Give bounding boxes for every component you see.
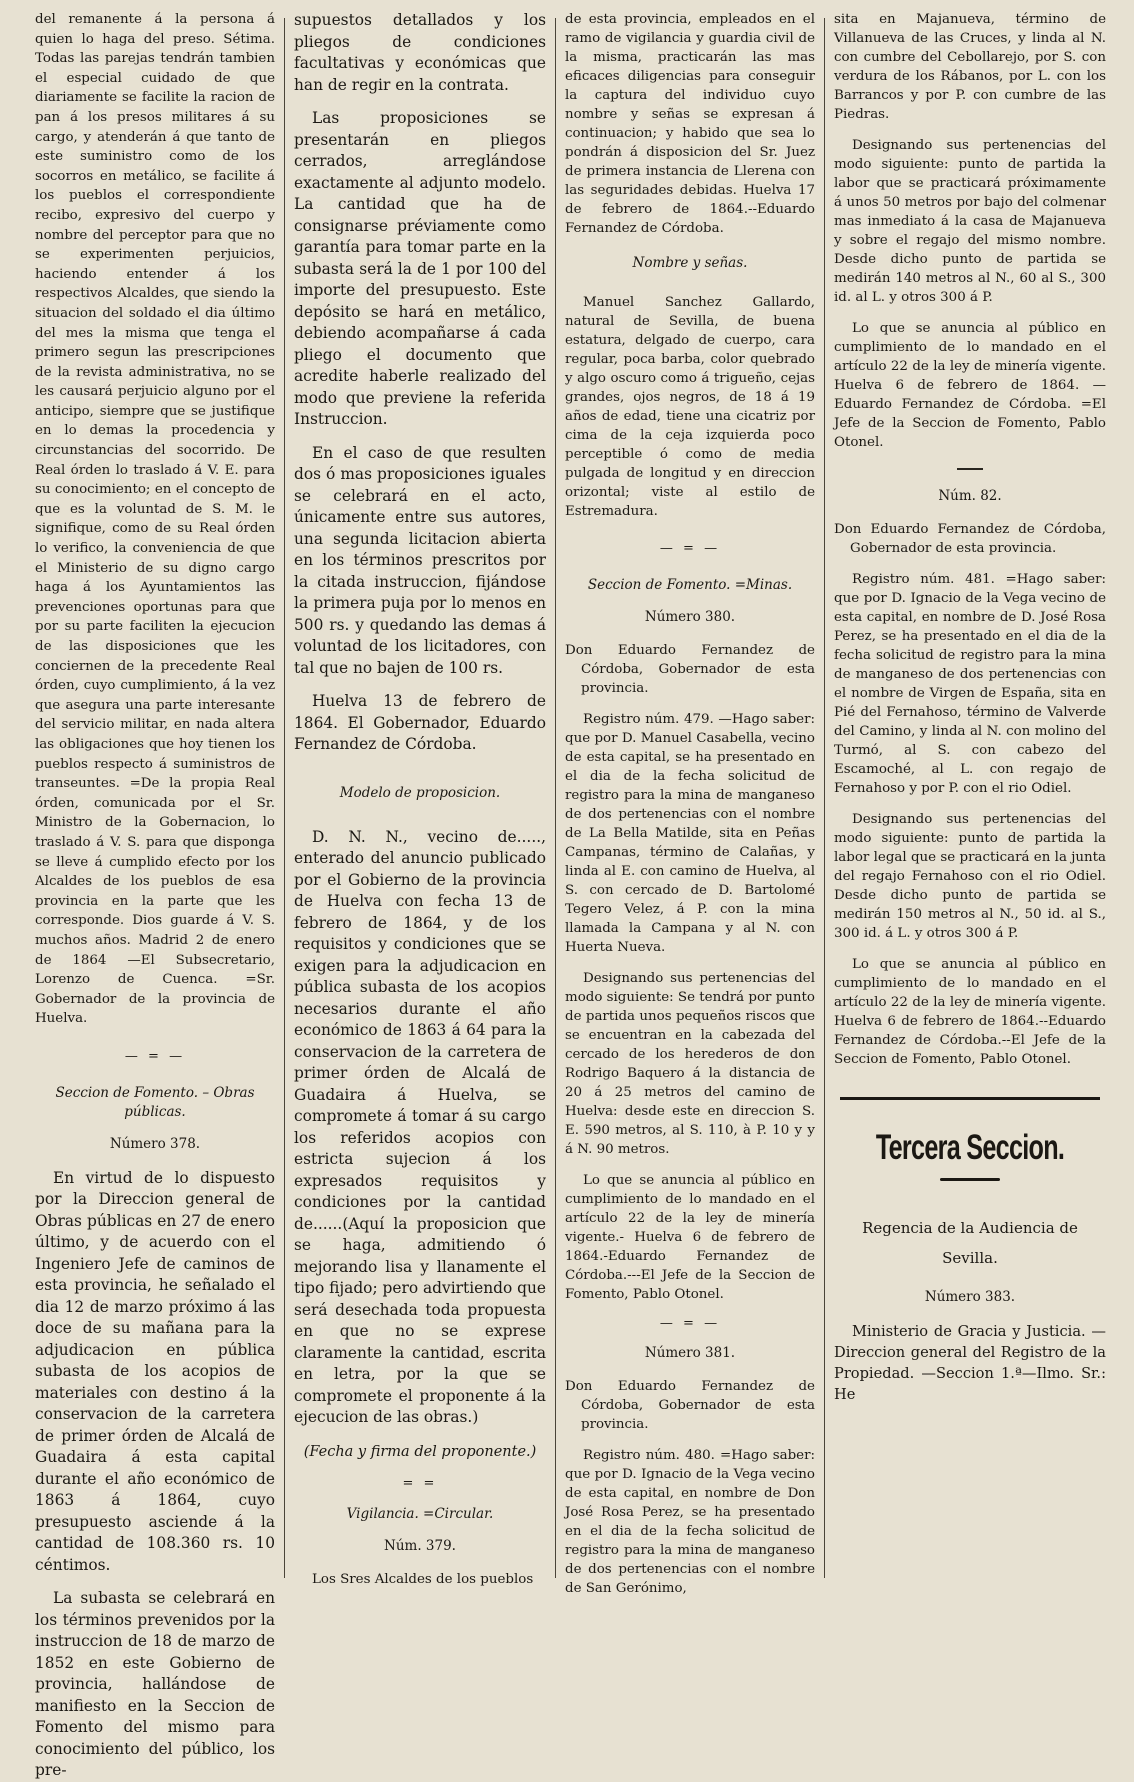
body-paragraph: supuestos detallados y los pliegos de condiciones facultativas y económicas que han de regir en la contrata. [294,11,546,94]
body-paragraph: Registro núm. 479. —Hago saber: que por D. Manuel Casabella, vecino de esta capital, se ha presentado en el dia de la fecha solicitud de registro para la mina de manganeso de dos pertenencias con el nombre de La Bella Matilde, sita en Peñas Campanas, término de Calañas, y linda al E. con camino de Huelva, al S. con cercado de D. Bartolomé Tegero Velez, á P. con la mina llamada la Campana y al N. con Huerta Nueva. [565,712,815,955]
ornament-divider [940,1178,1000,1181]
notice-number: Núm. 379. [384,1537,456,1554]
body-paragraph: D. N. N., vecino de....., enterado del anuncio publicado por el Gobierno de la provincia de Huelva con fecha 13 de febrero de 1864, y de los requisitos y condiciones que se exigen para la adjudicacion en pública subasta de los acopios necesarios durante el año económico de 1863 á 64 para la conservacion de la carretera de primer órden de Alcalá de Guadaira á Huelva, se compromete á tomar á su cargo los referidos acopios con estricta sujecion á los expresados requisitos y condiciones por la cantidad de......(Aquí la proposicion que se haga, admitiendo ó mejorando lisa y llanamente el tipo fijado; pero advirtiendo que será desechada toda propuesta en que no se exprese claramente la cantidad, escrita en letra, por la que se compromete el proponente á la ejecucion de las obras.) [294,827,547,1426]
body-paragraph: Don Eduardo Fernandez de Córdoba, Gobernador de esta provincia. [565,643,815,696]
body-paragraph: Registro núm. 480. =Hago saber: que por D. Ignacio de la Vega vecino de esta capital, en nombre de Don José Rosa Perez, se ha presentado en el dia de la fecha solicitud de registro para la mina de manganeso de dos pertenencias con el nombre de San Gerónimo, [565,1448,815,1596]
body-paragraph: La subasta se celebrará en los términos prevenidos por la instruccion de 18 de marzo de 1852 en este Gobierno de provincia, hallándose de manifiesto en la Seccion de Fomento del mismo para conocimiento del público, los pre- [35,1589,275,1780]
body-paragraph: Lo que se anuncia al público en cumplimiento de lo mandado en el artículo 22 de la ley de minería vigente. Huelva 6 de febrero de 1864.--Eduardo Fernandez de Córdoba.--El Jefe de la Seccion de Fomento, Pablo Otonel. [834,957,1106,1067]
body-paragraph: Manuel Sanchez Gallardo, natural de Sevilla, de buena estatura, delgado de cuerpo, cara regular, poca barba, color quebrado y algo oscuro como á trigueño, cejas grandes, ojos negros, de 18 á 19 años de edad, tiene una cicatriz por cima de la ceja izquierda poco perceptible ó como de media pulgada de longitud y en direccion orizontal; viste al estilo de Estremadura. [565,295,815,519]
section-heading: Seccion de Fomento. – Obras públicas. [55,1084,255,1120]
section-separator: = = [402,1475,438,1491]
subsection-title: Regencia de la Audiencia de Sevilla. [862,1219,1078,1267]
body-paragraph: Las proposiciones se presentarán en pliegos cerrados, arreglándose exactamente al adjunto modelo. La cantidad que ha de consignarse préviamente como garantía para tomar parte en la subasta será la de 1 por 100 del importe del presupuesto. Este depósito se hará en metálico, debiendo acompañarse á cada pliego el documento que acredite haberle realizado del modo que previene la referida Instruccion. [294,109,546,428]
section-heading: Vigilancia. =Circular. [346,1505,494,1522]
body-paragraph: del remanente á la persona á quien lo haga del preso. Sétima. Todas las parejas tendrán tambien el especial cuidado de que diariamente se facilite la racion de pan á los presos militares á su cargo, y atenderán á que tanto de este suministro como de los socorros en metálico, se facilite á los pueblos el correspondiente recibo, expresivo del cuerpo y nombre del perceptor para que no se experimenten perjuicios, haciendo entender á los respectivos Alcaldes, que siendo la situacion del soldado el dia último del mes la misma que tenga el primero segun las prescripciones de la revista administrativa, no se les causará perjuicio alguno por el anticipo, siempre que se justifique en lo demas la procedencia y circunstancias del socorrido. De Real órden lo traslado á V. E. para su conocimiento; en el concepto de que es la voluntad de S. M. le signifique, como de su Real órden lo verifico, la conveniencia de que el Ministerio de su digno cargo haga á los Ayuntamientos las prevenciones oportunas para que por su parte faciliten la ejecucion de las disposiciones que les conciernen de la precedente Real órden, cuyo cumplimiento, á la vez que asegura una parte interesante del servicio militar, en nada altera las obligaciones que hoy tienen los pueblos respecto á suministros de transeuntes. =De la propia Real órden, comunicada por el Sr. Ministro de la Gobernacion, lo traslado á V. S. para que disponga se lleve á cumplido efecto por los Alcaldes de los pueblos de esa provincia en la parte que les corresponde. Dios guarde á V. S. muchos años. Madrid 2 de enero de 1864 —El Subsecretario, Lorenzo de Cuenca. =Sr. Gobernador de la provincia de Huelva. [35,12,275,1027]
notice-number: Núm. 82. [938,488,1002,504]
short-separator [957,468,983,470]
column-3 [556,10,824,1600]
column-4 [825,10,1115,1600]
section-heading: (Fecha y firma del proponente.) [303,1443,537,1460]
notice-number: Número 383. [924,1289,1016,1305]
section-separator: — = — [124,1048,186,1064]
body-paragraph: de esta provincia, empleados en el ramo de vigilancia y guardia civil de la misma, practicarán las mas eficaces diligencias para conseguir la captura del individuo cuyo nombre y señas se expresan á continuacion; y habido que sea lo pondrán á disposicion del Sr. Juez de primera instancia de Llerena con las seguridades debidas. Huelva 17 de febrero de 1864.--Eduardo Fernandez de Córdoba. [565,12,815,236]
body-paragraph: Don Eduardo Fernandez de Córdoba, Gobernador de esta provincia. [565,1379,815,1432]
notice-number: Número 380. [644,609,736,625]
body-paragraph: Designando sus pertenencias del modo siguiente: punto de partida la labor legal que se practicará en la junta del regajo Fernahoso con el rio Odiel. Desde dicho punto de partida se medirán 150 metros al N., 50 id. al S., 300 id. á L. y otros 300 á P. [834,812,1106,941]
section-heading: Seccion de Fomento. =Minas. [587,577,793,593]
body-paragraph: Designando sus pertenencias del modo siguiente: punto de partida la labor que se practicará próximamente á unos 50 metros por bajo del colmenar mas inmediato á la casa de Majanueva y sobre el regajo del mismo nombre. Desde dicho punto de partida se medirán 140 metros al N., 60 al S., 300 id. al L. y otros 300 á P. [834,138,1106,305]
body-paragraph: En el caso de que resulten dos ó mas proposiciones iguales se celebrará en el acto, únicamente entre sus autores, una segunda licitacion abierta en los términos prescritos por la citada instruccion, fijándose la primera puja por lo menos en 500 rs. y quedando las demas á voluntad de los licitadores, con tal que no bajen de 100 rs. [294,443,546,677]
section-separator: — = — [659,541,721,556]
body-paragraph: Los Sres Alcaldes de los pueblos [312,1571,534,1587]
body-paragraph: Ministerio de Gracia y Justicia. —Direccion general del Registro de la Propiedad. —Seccion 1.ª—Ilmo. Sr.: He [834,1323,1106,1403]
notice-number: Número 378. [109,1135,201,1152]
body-paragraph: En virtud de lo dispuesto por la Direccion general de Obras públicas en 27 de enero último, y de acuerdo con el Ingeniero Jefe de caminos de esta provincia, he señalado el dia 12 de marzo próximo á las doce de su mañana para la adjudicacion en pública subasta de los acopios de materiales con destino á la conservacion de la carretera de primer órden de Alcalá de Guadaira á esta capital durante el año económico de 1863 á 1864, cuyo presupuesto asciende á la cantidad de 108.360 rs. 10 céntimos. [35,1168,275,1574]
body-paragraph: Lo que se anuncia al público en cumplimiento de lo mandado en el artículo 22 de la ley de minería vigente. Huelva 6 de febrero de 1864. —Eduardo Fernandez de Córdoba. =El Jefe de la Seccion de Fomento, Pablo Otonel. [834,321,1106,450]
column-2 [285,10,555,1600]
column-1 [26,10,284,1780]
body-paragraph: Lo que se anuncia al público en cumplimiento de lo mandado en el artículo 22 de la ley de minería vigente.- Huelva 6 de febrero de 1864.-Eduardo Fernandez de Córdoba.---El Jefe de la Seccion de Fomento, Pablo Otonel. [565,1173,815,1302]
body-paragraph: Don Eduardo Fernandez de Córdoba, Gobernador de esta provincia. [834,522,1106,556]
notice-number: Número 381. [644,1345,736,1361]
section-title: Tercera Seccion. [875,1128,1065,1167]
section-divider [840,1097,1100,1100]
body-paragraph: Designando sus pertenencias del modo siguiente: Se tendrá por punto de partida unos pequeños riscos que se encuentran en la cabezada del cercado de los herederos de don Rodrigo Baquero á la distancia de 20 á 25 metros del camino de Huelva: desde este en direccion S. E. 590 metros, al S. 110, à P. 10 y y á N. 90 metros. [565,971,815,1157]
section-heading: Nombre y señas. [632,255,748,271]
body-paragraph: Huelva 13 de febrero de 1864. El Gobernador, Eduardo Fernandez de Córdoba. [294,692,546,753]
body-paragraph: Registro núm. 481. =Hago saber: que por D. Ignacio de la Vega vecino de esta capital, en nombre de D. José Rosa Perez, se ha presentado en el dia de la fecha solicitud de registro para la mina de manganeso de dos pertenencias con el nombre de Virgen de España, sita en Pié del Fernahoso, término de Valverde del Camino, y linda al N. con molino del Turmó, al S. con cabezo del Escamoché, al L. con regajo de Fernahoso y por P. con el rio Odiel. [834,572,1106,796]
section-separator: — = — [659,1316,721,1331]
section-heading: Modelo de proposicion. [339,784,501,801]
body-paragraph: sita en Majanueva, término de Villanueva de las Cruces, y linda al N. con cumbre del Cebollarejo, por S. con verdura de los Rábanos, por L. con los Barrancos y por P. con cumbre de las Piedras. [834,12,1106,122]
